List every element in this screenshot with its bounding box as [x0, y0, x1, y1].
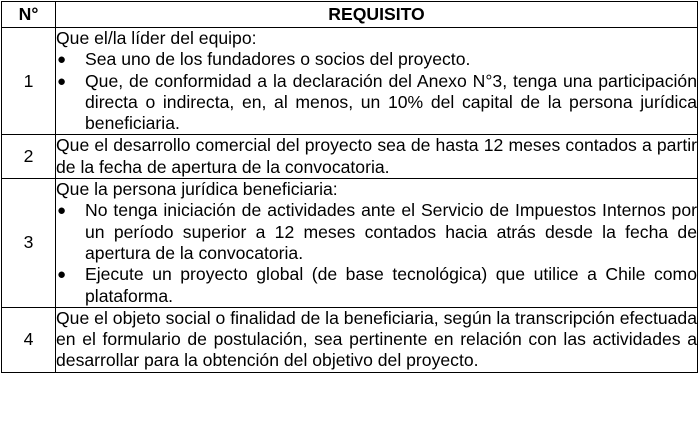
- bullet-list: [56, 49, 697, 134]
- row-number: 2: [2, 135, 56, 179]
- table-row: [2, 28, 698, 135]
- row-number: 3: [2, 179, 56, 308]
- bullet-item: [56, 49, 697, 70]
- table-row: [2, 307, 698, 372]
- requirement-text: Que el desarrollo comercial del proyecto sea de hasta 12 meses contados a partir de la fecha de apertura de la convocatoria.: [56, 135, 697, 177]
- requirement-cell: [56, 135, 698, 179]
- table-row: [2, 179, 698, 308]
- bullet-icon: ●: [57, 266, 67, 284]
- bullet-item: [56, 200, 697, 264]
- header-requirement: REQUISITO: [56, 2, 698, 28]
- bullet-text: Ejecute un proyecto global (de base tecnológica) que utilice a Chile como plataforma.: [85, 264, 697, 306]
- header-row: [2, 2, 698, 28]
- bullet-list: [56, 200, 697, 306]
- requirement-text: Que el objeto social o finalidad de la beneficiaria, según la transcripción efectuada en el formulario de postulación, sea pertinente en relación con las actividades a desarrollar para la obtención del objetivo del proyecto.: [56, 307, 697, 371]
- row-number: 4: [2, 307, 56, 372]
- row-number: 1: [2, 28, 56, 135]
- bullet-text: Que, de conformidad a la declaración del Anexo N°3, tenga una participación directa o indirecta, en, al menos, un 10% del capital de la persona jurídica beneficiaria.: [85, 70, 697, 134]
- requirement-intro: Que la persona jurídica beneficiaria:: [56, 179, 338, 200]
- requirement-cell: [56, 28, 698, 135]
- bullet-text: Sea uno de los fundadores o socios del proyecto.: [85, 49, 471, 70]
- requirement-cell: [56, 179, 698, 308]
- requirement-intro: Que el/la líder del equipo:: [56, 28, 257, 48]
- bullet-icon: ●: [57, 51, 67, 69]
- requirements-table: [1, 1, 698, 373]
- bullet-item: [56, 71, 697, 135]
- header-number: N°: [2, 2, 56, 28]
- bullet-icon: ●: [57, 72, 67, 90]
- requirement-cell: [56, 307, 698, 372]
- table-row: [2, 135, 698, 179]
- bullet-icon: ●: [57, 202, 67, 220]
- bullet-item: [56, 264, 697, 307]
- bullet-text: No tenga iniciación de actividades ante el Servicio de Impuestos Internos por un período superior a 12 meses contados hacia atrás desde la fecha de apertura de la convocatoria.: [85, 200, 697, 263]
